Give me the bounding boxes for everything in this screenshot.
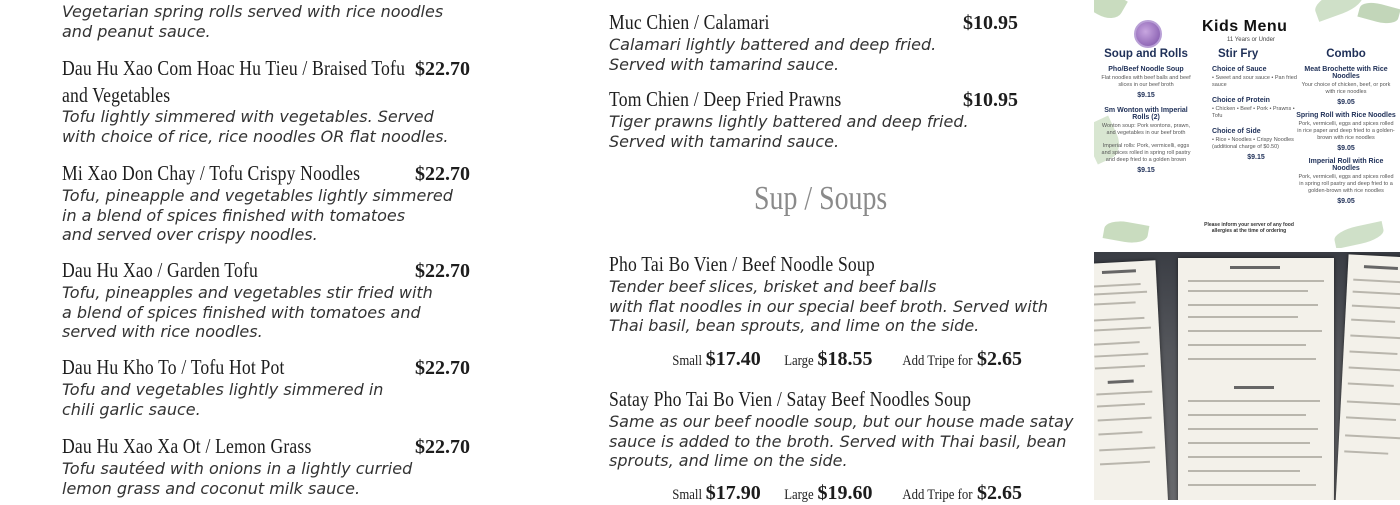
item-desc-line: Tofu and vegetables lightly simmered in <box>62 380 384 399</box>
panel-text-line <box>1188 470 1300 472</box>
panel-text-line <box>1094 317 1144 322</box>
size-price-large: $18.55 <box>817 348 873 370</box>
kids-item-name: Choice of Sauce <box>1212 66 1267 73</box>
item-desc-line: sauce is added to the broth. Served with Thai basil, bean <box>609 431 1067 451</box>
item-desc-line: sprouts, and lime on the side. <box>609 451 848 470</box>
kids-column-combo <box>1296 48 1396 205</box>
item-desc-line: and served over crispy noodles. <box>62 225 318 244</box>
item-desc-line: Tofu, pineapple and vegetables lightly simmered <box>62 186 453 205</box>
panel-header <box>1364 265 1398 270</box>
panel-text-line <box>1345 434 1400 439</box>
panel-header <box>1108 380 1134 384</box>
menu-item-braised-tofu <box>62 56 470 146</box>
panel-text-line <box>1188 290 1308 292</box>
menu-item-deep-fried-prawns <box>609 87 969 151</box>
panel-text-line <box>1188 358 1316 360</box>
kids-item-text: Imperial rolls: Pork, vermicelli, eggs and spices rolled in spring roll pastry and deep fried to a golden brown <box>1101 143 1191 163</box>
panel-text-line <box>1096 391 1152 396</box>
restaurant-logo <box>1134 20 1162 48</box>
kids-column-heading: Soup and Rolls <box>1104 48 1188 60</box>
kids-item-name: Choice of Protein <box>1212 97 1270 104</box>
panel-header <box>1230 266 1280 269</box>
kids-menu-subtitle: 11 Years or Under <box>1227 37 1275 43</box>
item-desc-line: with choice of rice, rice noodles OR flat noodles. <box>62 126 449 146</box>
kids-item-text: • Sweet and sour sauce • Pan fried sauce <box>1212 75 1297 88</box>
menu-item-tofu-hot-pot <box>62 355 383 419</box>
menu-panel-center <box>1178 258 1334 500</box>
panel-text-line <box>1188 428 1318 430</box>
item-desc-line: Thai basil, bean sprouts, and lime on the side. <box>609 316 980 335</box>
panel-text-line <box>1094 291 1147 296</box>
item-price: $10.95 <box>963 12 1018 34</box>
size-label-large: Large <box>783 487 814 503</box>
menu-panel-right <box>1336 254 1400 500</box>
kids-item-name: Pho/Beef Noodle Soup <box>1108 66 1184 73</box>
kids-item-text: • Rice • Noodles • Crispy Noodles (additional charge of $0.50) <box>1212 137 1294 150</box>
panel-text-line <box>1188 304 1318 306</box>
kids-item-text: Your choice of chicken, beef, or pork with rice noodles <box>1301 82 1391 95</box>
item-title: Muc Chien / Calamari <box>609 10 770 34</box>
panel-text-line <box>1094 341 1140 345</box>
item-desc-line: Tofu, pineapples and vegetables stir fried with <box>62 283 433 302</box>
panel-text-line <box>1094 353 1148 358</box>
kids-item-text: Flat noodles with beef balls and beef slices in our beef broth <box>1101 75 1191 88</box>
item-desc-line: in a blend of spices finished with tomatoes <box>62 205 406 225</box>
leaf-decoration <box>1094 0 1128 24</box>
panel-text-line <box>1349 351 1397 356</box>
item-desc-line: and peanut sauce. <box>62 21 211 41</box>
panel-text-line <box>1098 417 1152 422</box>
item-price: $22.70 <box>415 163 470 185</box>
panel-text-line <box>1349 367 1400 372</box>
item-title: Mi Xao Don Chay / Tofu Crispy Noodles <box>62 161 361 185</box>
item-price: $22.70 <box>415 357 470 379</box>
kids-item-text: Pork, vermicelli, eggs and spices rolled in rice paper and deep fried to a golden-brown with rice noodles <box>1297 121 1395 141</box>
kids-item-price: $9.15 <box>1137 92 1155 99</box>
kids-item-price: $9.05 <box>1337 99 1355 106</box>
item-desc-line: served with rice noodles. <box>62 322 263 341</box>
leaf-decoration <box>1357 0 1400 27</box>
item-desc-line: Served with tamarind sauce. <box>609 131 840 151</box>
kids-item-name: Sm Wonton with Imperial Rolls (2) <box>1104 107 1188 121</box>
kids-item-price: $9.15 <box>1137 167 1155 174</box>
menu-panel-left <box>1094 260 1168 500</box>
kids-column-soup-rolls <box>1098 48 1194 174</box>
add-tripe-label: Add Tripe for <box>902 353 973 369</box>
item-desc-line: chili garlic sauce. <box>62 399 201 419</box>
panel-text-line <box>1353 291 1400 296</box>
item-desc-line: with flat noodles in our special beef broth. Served with <box>609 296 1049 316</box>
size-price-row <box>667 482 1022 505</box>
size-label-large: Large <box>783 353 814 369</box>
kids-item-name: Choice of Side <box>1212 128 1261 135</box>
panel-text-line <box>1347 400 1400 405</box>
item-price: $22.70 <box>415 260 470 282</box>
panel-text-line <box>1352 305 1400 310</box>
size-label-small: Small <box>672 487 702 503</box>
panel-text-line <box>1094 301 1136 305</box>
kids-menu-footer: Please inform your server of any food allergies at the time of ordering <box>1204 222 1294 234</box>
panel-text-line <box>1350 335 1400 340</box>
kids-item-name: Imperial Roll with Rice Noodles <box>1308 158 1384 172</box>
item-desc-line: a blend of spices finished with tomatoes and <box>62 302 421 322</box>
item-desc-line: Calamari lightly battered and deep fried. <box>609 35 937 54</box>
item-title: Dau Hu Xao Xa Ot / Lemon Grass <box>62 434 312 458</box>
kids-item-price: $9.15 <box>1247 154 1265 161</box>
panel-text-line <box>1094 283 1141 288</box>
menu-item-lemon-grass <box>62 434 412 498</box>
add-tripe-label: Add Tripe for <box>902 487 973 503</box>
panel-text-line <box>1188 400 1320 402</box>
item-desc-line: Tofu lightly simmered with vegetables. Served <box>62 107 434 126</box>
kids-column-heading: Combo <box>1326 48 1366 60</box>
panel-text-line <box>1188 330 1322 332</box>
item-desc-line: lemon grass and coconut milk sauce. <box>62 478 361 498</box>
kids-item-price: $9.05 <box>1337 145 1355 152</box>
panel-text-line <box>1099 447 1155 452</box>
menu-item-satay-beef-noodle-soup <box>609 387 1073 471</box>
panel-text-line <box>1100 461 1150 466</box>
item-title: Dau Hu Xao / Garden Tofu <box>62 258 258 282</box>
item-desc-line: Tiger prawns lightly battered and deep fried. <box>609 112 969 131</box>
menu-photo <box>1094 252 1400 500</box>
panel-text-line <box>1095 365 1145 370</box>
item-title: Satay Pho Tai Bo Vien / Satay Beef Noodles Soup <box>609 387 972 411</box>
panel-text-line <box>1097 403 1145 408</box>
kids-item-name: Spring Roll with Rice Noodles <box>1296 112 1396 119</box>
panel-text-line <box>1188 442 1310 444</box>
kids-column-stir-fry <box>1204 48 1300 161</box>
kids-item-price: $9.05 <box>1337 198 1355 205</box>
leaf-decoration <box>1103 218 1150 245</box>
item-title: and Vegetables <box>62 83 171 107</box>
kids-item-text: • Chicken • Beef • Pork • Prawns • Tofu <box>1212 106 1295 119</box>
item-title: Pho Tai Bo Vien / Beef Noodle Soup <box>609 252 875 276</box>
item-price: $10.95 <box>963 89 1018 111</box>
item-title: Dau Hu Kho To / Tofu Hot Pot <box>62 355 285 379</box>
item-desc-line: Served with tamarind sauce. <box>609 54 840 74</box>
item-title: Dau Hu Xao Com Hoac Hu Tieu / Braised Tofu <box>62 56 406 80</box>
panel-text-line <box>1188 414 1306 416</box>
panel-text-line <box>1188 456 1322 458</box>
panel-text-line <box>1188 484 1316 486</box>
panel-text-line <box>1098 431 1142 435</box>
menu-item-garden-tofu <box>62 258 433 342</box>
menu-item-spring-rolls <box>62 2 443 41</box>
leaf-decoration <box>1333 221 1386 248</box>
panel-text-line <box>1188 280 1324 282</box>
add-tripe-price: $2.65 <box>977 348 1022 370</box>
kids-item-name: Meat Brochette with Rice Noodles <box>1304 66 1388 80</box>
panel-text-line <box>1188 344 1306 346</box>
panel-text-line <box>1348 382 1394 386</box>
panel-header <box>1102 269 1136 274</box>
kids-column-heading: Stir Fry <box>1218 48 1259 60</box>
item-title: Tom Chien / Deep Fried Prawns <box>609 87 842 111</box>
size-price-small: $17.90 <box>705 482 761 504</box>
panel-text-line <box>1353 279 1400 284</box>
item-desc-line: Tender beef slices, brisket and beef balls <box>609 277 937 296</box>
item-desc-line: Vegetarian spring rolls served with rice noodles <box>62 2 444 21</box>
panel-header <box>1234 386 1274 389</box>
menu-item-calamari <box>609 10 936 74</box>
kids-item-text: Pork, vermicelli, eggs and spices rolled in spring roll pastry and deep fried to a golden-brown with rice noodles <box>1298 174 1394 194</box>
size-price-small: $17.40 <box>705 348 761 370</box>
item-desc-line: Tofu sautéed with onions in a lightly curried <box>62 459 413 478</box>
panel-text-line <box>1188 316 1298 318</box>
kids-menu-title: Kids Menu <box>1202 18 1288 35</box>
panel-text-line <box>1346 416 1396 421</box>
size-price-large: $19.60 <box>817 482 873 504</box>
size-label-small: Small <box>672 353 702 369</box>
menu-item-beef-noodle-soup <box>609 252 1048 336</box>
item-price: $22.70 <box>415 436 470 458</box>
kids-menu-image <box>1094 0 1400 248</box>
panel-text-line <box>1344 450 1388 454</box>
item-price: $22.70 <box>415 58 470 80</box>
size-price-row <box>667 348 1022 371</box>
menu-item-tofu-crispy-noodles <box>62 161 453 245</box>
kids-item-text: Wonton soup: Pork wontons, prawn, and vegetables in our beef broth <box>1101 123 1191 136</box>
panel-text-line <box>1094 327 1151 332</box>
add-tripe-price: $2.65 <box>977 482 1022 504</box>
panel-text-line <box>1351 319 1395 323</box>
item-desc-line: Same as our beef noodle soup, but our house made satay <box>609 412 1074 431</box>
section-title-soups: Sup / Soups <box>754 180 888 217</box>
